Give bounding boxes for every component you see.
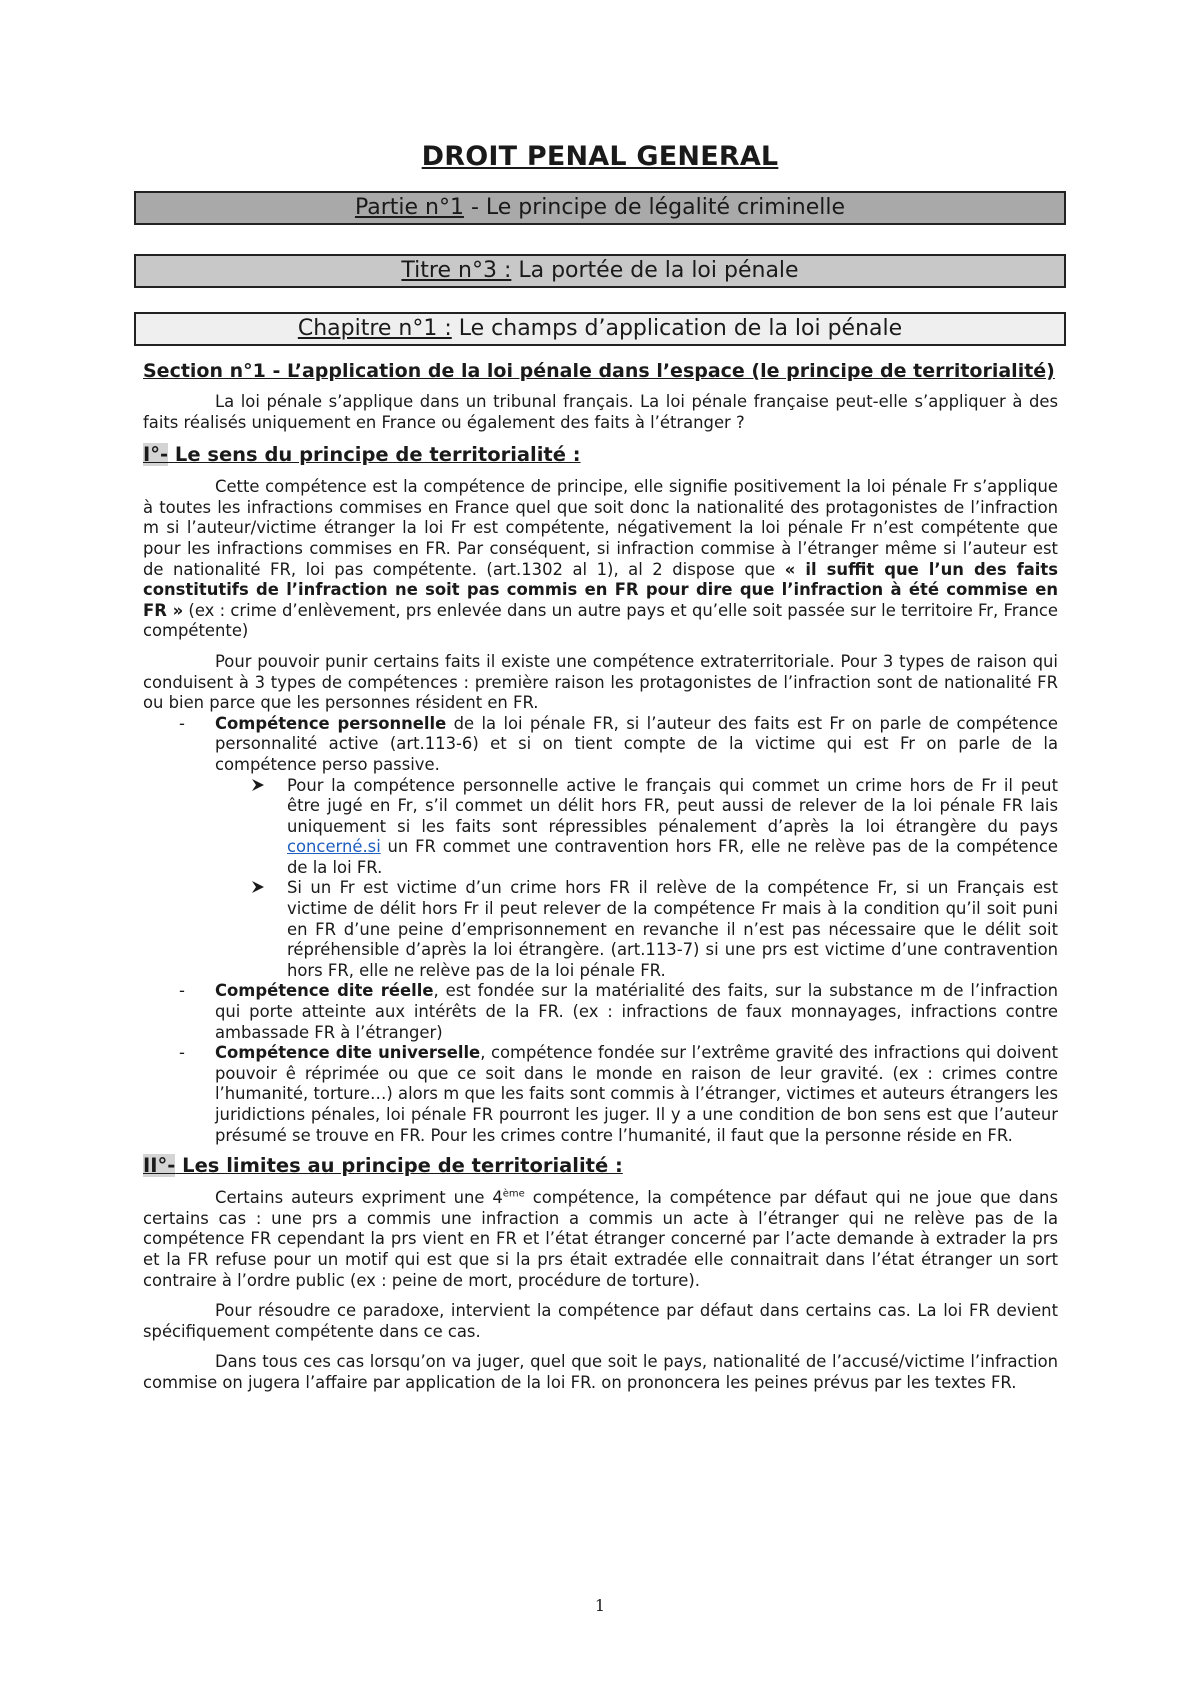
sub-list-text: Pour la compétence personnelle active le français qui commet un crime hors de Fr il peut être jugé en Fr, s’il commet un délit hors FR, peut aussi de relever de la loi pénale FR lais uniquement si les faits sont répressibles pénalement d’après la loi étrangère du pays (287, 775, 1058, 836)
superscript: ème (502, 1188, 525, 1200)
sub-list-item (287, 878, 1058, 981)
list-item-text: , compétence fondée sur l’extrême gravité des infractions qui doivent pouvoir ê réprimée ou que ce soit dans le monde en raison de leur gravité. (ex : crimes contre l’humanité, torture…) alors m que les faits sont commis à l’étranger, victimes et auteurs étrangers les juridictions pénales, loi pénale FR pourront les juger. Il y a une condition de bon sens est que l’auteur présumé se trouve en FR. Pour les crimes contre l’humanité, il faut que la personne réside en FR. (215, 1043, 1059, 1145)
part1-p1-text: Cette compétence est la compétence de principe, elle signifie positivement la loi pénale Fr s’applique à toutes les infractions commises en France quel que soit donc la nationalité des protagonistes de l’infraction m si l’auteur/victime étranger la loi Fr est compétente, négativement la loi pénale Fr n’est compétente que pour les infractions commises en FR. Par conséquent, si infraction commise à l’étranger même si l’auteur est de nationalité FR, loi pas compétente. (art.1302 al 1), al 2 dispose que (143, 477, 1058, 579)
chapitre-label: Chapitre n°1 : (297, 316, 452, 341)
part1-p1-quote: « il suffit que l’un des faits constitutifs de l’infraction ne soit pas commis en FR pour dire que l’infraction à été commise en FR » (143, 559, 1058, 620)
titre-label: Titre n°3 : (401, 258, 512, 283)
chapitre-text: Le champs d’application de la loi pénale (451, 316, 903, 341)
list-item-competence-universelle (215, 1043, 1058, 1146)
titre-text: La portée de la loi pénale (511, 258, 799, 283)
part1-roman: I°- (143, 443, 169, 467)
part2-roman: II°- (143, 1154, 176, 1178)
list-item-text: , est fondée sur la matérialité des faits, sur la substance m de l’infraction qui porte atteinte aux intérêts de la FR. (ex : infractions de faux monnayages, infractions contre ambassade FR à l’étranger) (215, 981, 1058, 1042)
list-item-competence-personnelle (215, 714, 1058, 982)
partie-header (134, 191, 1066, 225)
section-title: L’application de la loi pénale dans l’espace (le principe de territorialité) (286, 360, 1055, 382)
part2-heading (143, 1154, 1058, 1178)
part2-title: Les limites au principe de territorialité : (175, 1154, 623, 1178)
section-heading (143, 360, 1058, 382)
arrow-bullet-icon (251, 880, 265, 894)
section-number: Section n°1 - (143, 360, 287, 382)
part1-title: Le sens du principe de territorialité : (168, 443, 581, 467)
partie-label: Partie n°1 (354, 195, 464, 220)
sub-list-item (287, 776, 1058, 879)
titre-header (134, 254, 1066, 288)
list-item-term: Compétence dite réelle (215, 981, 434, 1001)
document-body (143, 360, 1058, 1404)
section-intro: La loi pénale s’applique dans un tribunal français. La loi pénale française peut-elle s’appliquer à des faits réalisés uniquement en France ou également des faits à l’étranger ? (143, 392, 1058, 432)
part1-paragraph-1 (143, 477, 1058, 642)
part1-paragraph-2: Pour pouvoir punir certains faits il existe une compétence extraterritoriale. Pour 3 types de raison qui conduisent à 3 types de compétences : première raison les protagonistes de l’infraction sont de nationalité FR ou bien parce que les personnes résident en FR. (143, 651, 1058, 713)
sub-list-text: Si un Fr est victime d’un crime hors FR il relève de la compétence Fr, si un Français est victime de délit hors Fr il peut relever de la compétence Fr mais à la condition qu’il soit puni en FR d’une peine d’emprisonnement en revanche il n’est pas nécessaire que le délit soit répréhensible d’après la loi étrangère. (art.113-7) si une prs est victime d’une contravention hors FR, elle ne relève pas de la loi pénale FR. (287, 878, 1058, 980)
sub-list (215, 776, 1058, 982)
part2-paragraph-1 (143, 1188, 1058, 1291)
part2-p1-text-end: compétence, la compétence par défaut qui ne joue que dans certains cas : une prs a commis une infraction a commis un acte à l’étranger qui ne relève pas de la compétence FR cependant la prs vient en FR et l’état étranger concerné par l’acte demande à extrader la prs et la FR refuse pour un motif qui est que si la prs était extradée elle connaitrait dans l’état étranger un sort contraire à l’ordre public (ex : peine de mort, procédure de torture). (143, 1188, 1058, 1290)
competence-list (143, 714, 1058, 1146)
list-item-text: de la loi pénale FR, si l’auteur des faits est Fr on parle de compétence personnalité active (art.113-6) et si on tient compte de la victime qui est Fr on parle de la compétence perso passive. (215, 713, 1058, 774)
partie-text: - Le principe de légalité criminelle (463, 195, 846, 220)
list-item-term: Compétence dite universelle (215, 1043, 481, 1063)
list-item-term: Compétence personnelle (215, 713, 447, 733)
sub-list-text-end: un FR commet une contravention hors FR, elle ne relève pas de la compétence de la loi FR. (287, 837, 1058, 877)
concerne-link[interactable]: concerné.si (287, 837, 381, 857)
part1-heading (143, 443, 1058, 467)
part2-paragraph-2: Pour résoudre ce paradoxe, intervient la compétence par défaut dans certains cas. La loi FR devient spécifiquement compétente dans ce cas. (143, 1301, 1058, 1341)
page-number: 1 (594, 1596, 606, 1615)
chapitre-header (134, 312, 1066, 346)
arrow-bullet-icon (251, 778, 265, 792)
document-title: DROIT PENAL GENERAL (421, 141, 779, 172)
part2-p1-text: Certains auteurs expriment une 4 (215, 1188, 503, 1208)
part1-p1-example: (ex : crime d’enlèvement, prs enlevée dans un autre pays et qu’elle soit passée sur le territoire Fr, France compétente) (143, 600, 1058, 641)
list-item-competence-reelle (215, 981, 1058, 1043)
part2-paragraph-3: Dans tous ces cas lorsqu’on va juger, quel que soit le pays, nationalité de l’accusé/victime l’infraction commise on jugera l’affaire par application de la loi FR. on prononcera les peines prévus par les textes FR. (143, 1352, 1058, 1392)
